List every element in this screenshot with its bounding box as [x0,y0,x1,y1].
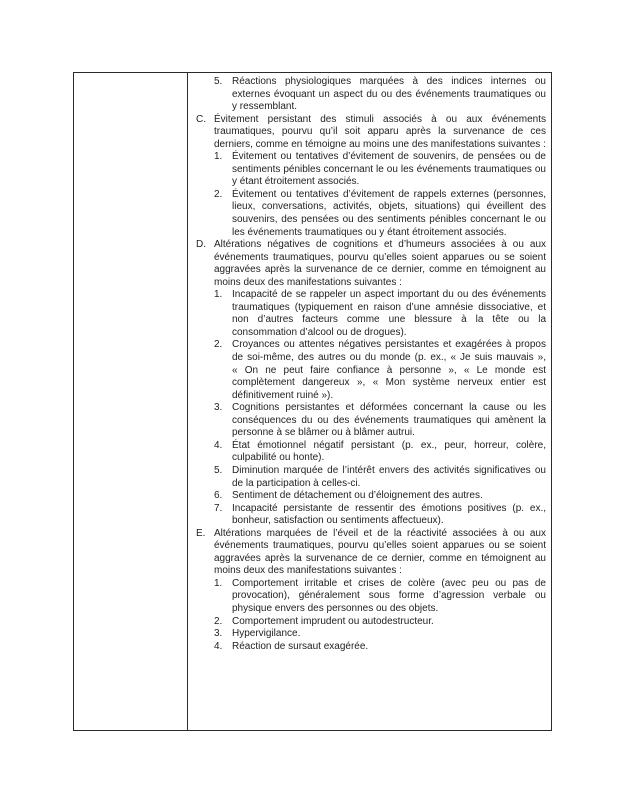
criterion-subitem [214,151,546,189]
item-text: Incapacité persistante de ressentir des émotions positives (p. ex., bonheur, satisfaction ou sentiments affectueux). [232,502,546,527]
item-text: Altérations négatives de cognitions et d’humeurs associées à ou aux événements traumatiques, pourvu qu’elles soient apparues ou se soient aggravées après la survenance de ce dernier, comme en témoignent au moins deux des manifestations suivantes : [214,239,546,288]
criterion-subitem [214,503,546,528]
criteria-table [73,72,552,731]
item-marker: E. [196,527,206,539]
item-marker: 5. [214,464,223,476]
item-text: Évitement ou tentatives d’évitement de rappels externes (personnes, lieux, conversations, activités, objets, situations) qui éveillent des souvenirs, des pensées ou des sentiments pénibles concernant le ou les événements traumatiques ou y étant étroitement associés. [232,188,546,238]
item-marker: 1. [214,289,223,301]
criterion-subitem [214,402,546,440]
item-marker: 1. [214,577,223,589]
item-text: Croyances ou attentes négatives persistantes et exagérées à propos de soi-même, des autres ou du monde (p. ex., « Je suis mauvais », « On ne peut faire confiance à personne », « Le monde est complètement dangereux », « Mon système nerveux entier est définitivement ruiné »). [232,339,546,401]
item-text: Altérations marquées de l’éveil et de la réactivité associées à ou aux événements traumatiques, pourvu qu’elles soient apparues ou se soient aggravées après la survenance de ce dernier, comme en témoignent au moins deux des manifestations suivantes : [214,527,546,577]
item-marker: 1. [214,151,223,163]
item-marker: 2. [214,188,223,200]
criterion-subitem [214,628,546,641]
criterion-subitem [214,189,546,239]
item-text: État émotionnel négatif persistant (p. ex., peur, horreur, colère, culpabilité ou honte). [232,439,546,464]
item-marker: 6. [214,490,223,502]
item-text: Cognitions persistantes et déformées concernant la cause ou les conséquences du ou des événements traumatiques qui amènent la personne à se blâmer ou à blâmer autrui. [232,402,546,439]
item-text: Évitement persistant des stimuli associés à ou aux événements traumatiques, pourvu qu’il soit apparu après la survenance de ces derniers, comme en témoigne au moins une des manifestations suivantes : [214,113,546,150]
item-marker: 5. [214,76,223,87]
table-cell-left [74,73,188,730]
item-text: Comportement irritable et crises de colère (avec peu ou pas de provocation), généralement sous forme d’agression verbale ou physique envers des personnes ou des objets. [232,577,546,614]
item-marker: 3. [214,628,223,640]
item-marker: D. [196,239,206,251]
item-marker: 2. [214,615,223,627]
item-text: Sentiment de détachement ou d’éloignement des autres. [232,490,483,502]
item-text: Réactions physiologiques marquées à des indices internes ou externes évoquant un aspect du ou des événements traumatiques ou y ressemblant. [232,76,546,113]
item-text: Hypervigilance. [232,628,301,640]
criterion-subitem [214,339,546,402]
criterion-item [196,528,546,578]
item-text: Diminution marquée de l’intérêt envers des activités significatives ou de la participation à celles-ci. [232,464,546,489]
table-cell-right [188,73,551,730]
item-marker: C. [196,113,206,125]
criterion-subitem [214,616,546,629]
criterion-subitem [214,490,546,503]
item-text: Incapacité de se rappeler un aspect important du ou des événements traumatiques (typiquement en raison d’une amnésie dissociative, et non d’autres facteurs comme une blessure à la tête ou la consommation d’alcool ou de drogues). [232,289,546,338]
criterion-item [196,114,546,152]
item-marker: 3. [214,402,223,414]
item-marker: 4. [214,439,223,451]
item-marker: 4. [214,640,223,652]
criterion-subitem [214,578,546,616]
item-marker: 7. [214,502,223,514]
criterion-subitem [214,465,546,490]
item-text: Comportement imprudent ou autodestructeur. [232,615,434,627]
criterion-subitem [214,440,546,465]
item-text: Évitement ou tentatives d’évitement de souvenirs, de pensées ou de sentiments pénibles concernant le ou les événements traumatiques ou y étant étroitement associés. [232,151,546,188]
item-text: Réaction de sursaut exagérée. [232,640,369,652]
criterion-subitem [214,76,546,114]
criterion-subitem [214,641,546,654]
item-marker: 2. [214,339,223,351]
criterion-subitem [214,289,546,339]
criterion-item [196,239,546,289]
